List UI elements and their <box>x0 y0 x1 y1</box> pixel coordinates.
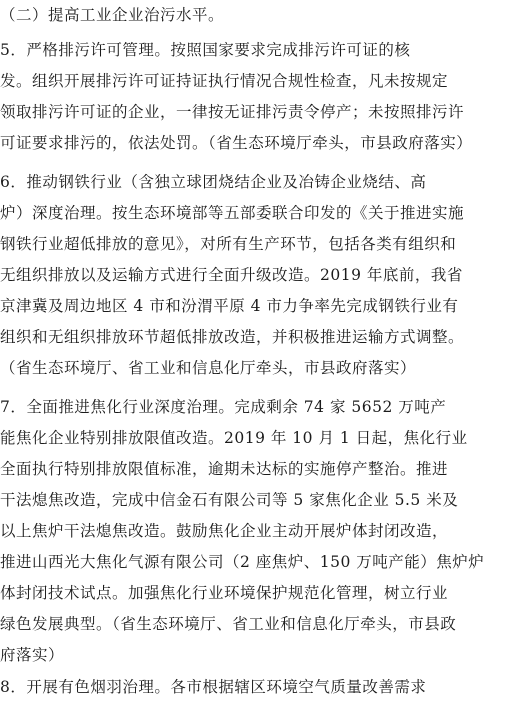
paragraph-7-line-3: 全面执行特别排放限值标准，逾期未达标的实施停产整治。推进 <box>0 460 449 478</box>
paragraph-7-line-5: 以上焦炉干法熄焦改造。鼓励焦化企业主动开展炉体封闭改造， <box>0 522 449 540</box>
paragraph-5-line-4: 可证要求排污的，依法处罚。（省生态环境厅牵头，市县政府落实） <box>0 134 473 152</box>
paragraph-7-line-8: 绿色发展典型。（省生态环境厅、省工业和信息化厅牵头，市县政 <box>0 615 457 633</box>
paragraph-5-line-2: 发。组织开展排污许可证持证执行情况合规性检查，凡未按规定 <box>0 72 449 90</box>
paragraph-7-line-9: 府落实） <box>0 646 65 664</box>
paragraph-7-line-1: 7．全面推进焦化行业深度治理。完成剩余 74 家 5652 万吨产 <box>0 398 447 416</box>
paragraph-7-line-6: 推进山西光大焦化气源有限公司（2 座焦炉、150 万吨产能）焦炉炉 <box>0 553 485 571</box>
paragraph-7-line-7: 体封闭技术试点。加强焦化行业环境保护规范化管理，树立行业 <box>0 584 449 602</box>
paragraph-6-line-2: 炉）深度治理。按生态环境部等五部委联合印发的《关于推进实施 <box>0 204 465 222</box>
paragraph-5-line-3: 领取排污许可证的企业，一律按无证排污责令停产；未按照排污许 <box>0 103 465 121</box>
paragraph-8-line-1: 8．开展有色烟羽治理。各市根据辖区环境空气质量改善需求 <box>0 678 427 696</box>
section-heading: （二）提高工业企业治污水平。 <box>0 6 225 24</box>
paragraph-6-line-6: 组织和无组织排放环节超低排放改造，并积极推进运输方式调整。 <box>0 328 465 346</box>
paragraph-7-line-2: 能焦化企业特别排放限值改造。2019 年 10 月 1 日起，焦化行业 <box>0 429 468 447</box>
paragraph-5-line-1: 5．严格排污许可管理。按照国家要求完成排污许可证的核 <box>0 41 411 59</box>
paragraph-6-line-1: 6．推动钢铁行业（含独立球团烧结企业及冶铸企业烧结、高 <box>0 173 427 191</box>
paragraph-6-line-4: 无组织排放以及运输方式进行全面升级改造。2019 年底前，我省 <box>0 266 463 284</box>
paragraph-6-line-7: （省生态环境厅、省工业和信息化厅牵头，市县政府落实） <box>0 359 417 377</box>
paragraph-6-line-3: 钢铁行业超低排放的意见》，对所有生产环节，包括各类有组织和 <box>0 235 457 253</box>
paragraph-7-line-4: 干法熄焦改造，完成中信金石有限公司等 5 家焦化企业 5.5 米及 <box>0 491 459 509</box>
paragraph-6-line-5: 京津冀及周边地区 4 市和汾渭平原 4 市力争率先完成钢铁行业有 <box>0 297 459 315</box>
